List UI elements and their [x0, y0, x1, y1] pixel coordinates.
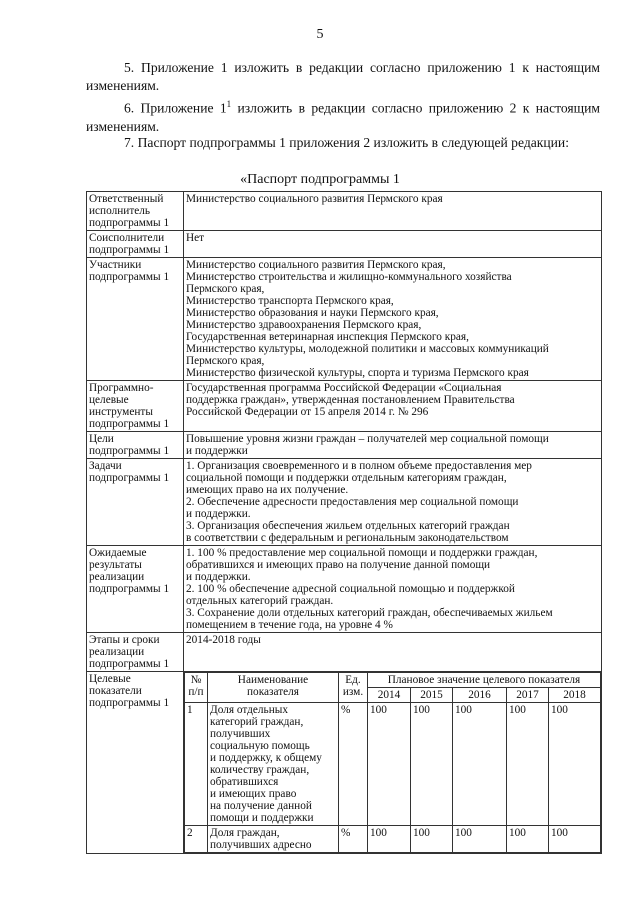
label-line: подпрограммы 1: [89, 445, 170, 457]
label-line: целевые: [89, 394, 129, 406]
value-line: 2014-2018 годы: [186, 634, 261, 646]
value-line: Министерство здравоохранения Пермского края,: [186, 319, 422, 331]
year-header: 2018: [549, 688, 601, 703]
row-instruments: [87, 381, 602, 432]
row-targets: [87, 672, 602, 854]
value-line: 2. Обеспечение адресности предоставления мер социальной помощи: [186, 496, 519, 508]
label-line: подпрограммы 1: [89, 418, 170, 430]
value-line: Государственная ветеринарная инспекция Пермского края,: [186, 331, 469, 343]
value-line: Министерство строительства и жилищно-коммунального хозяйства: [186, 271, 512, 283]
row-stages: [87, 633, 602, 672]
col-plan-header: Плановое значение целевого показателя: [368, 673, 601, 688]
header-line: №: [190, 674, 202, 686]
paragraph-item-6: [86, 95, 600, 136]
value-line: и поддержки: [186, 445, 248, 457]
value-line: Министерство социального развития Пермского края,: [186, 259, 446, 271]
indicator-name-line: категорий граждан,: [210, 716, 304, 728]
value-line: помещением в течение года, на уровне 4 %: [186, 619, 393, 631]
label-line: подпрограммы 1: [89, 217, 170, 229]
header-line: Ед.: [345, 674, 361, 686]
value-line: обратившихся и имеющих право на получение данной помощи: [186, 559, 491, 571]
indicator-name-line: социальную помощь: [210, 740, 310, 752]
page-number: 5: [316, 27, 324, 42]
row-label: [87, 192, 184, 231]
row-value: [184, 459, 602, 546]
indicator-value: 100: [368, 703, 411, 826]
value-line: Нет: [186, 232, 205, 244]
year-header: 2016: [453, 688, 507, 703]
indicator-name-line: обратившихся: [210, 776, 279, 788]
row-label: [87, 633, 184, 672]
row-value: [184, 192, 602, 231]
value-line: 1. Организация своевременного и в полном объеме предоставления мер: [186, 460, 532, 472]
label-line: Участники: [89, 259, 142, 271]
label-line: Ожидаемые: [89, 547, 147, 559]
superscript-index: 1: [226, 99, 232, 109]
row-label: [87, 231, 184, 258]
row-label: [87, 459, 184, 546]
passport-title: «Паспорт подпрограммы 1: [240, 172, 400, 187]
row-coexecutors: [87, 231, 602, 258]
value-line: 3. Сохранение доли отдельных категорий граждан, обеспечиваемых жильем: [186, 607, 553, 619]
indicator-name-line: Доля отдельных: [210, 704, 288, 716]
indicator-name-line: и имеющих право: [210, 788, 297, 800]
paragraph-item-6-start: 6. Приложение 1: [124, 100, 227, 116]
label-line: Ответственный: [89, 193, 164, 205]
year-header: 2015: [411, 688, 453, 703]
label-line: Этапы и сроки: [89, 634, 160, 646]
row-label: [87, 432, 184, 459]
value-line: Пермского края,: [186, 283, 265, 295]
passport-table: [86, 191, 602, 854]
year-header: 2014: [368, 688, 411, 703]
row-value: [184, 432, 602, 459]
paragraph-item-5: 5. Приложение 1 изложить в редакции согласно приложению 1 к настоящим изменениям.: [86, 60, 600, 93]
value-line: 1. 100 % предоставление мер социальной помощи и поддержки граждан,: [186, 547, 538, 559]
indicator-value: 100: [453, 703, 507, 826]
row-value: [184, 672, 602, 854]
label-line: подпрограммы 1: [89, 583, 170, 595]
indicator-value: 100: [453, 826, 507, 853]
value-line: имеющих право на их получение.: [186, 484, 349, 496]
indicator-value: 100: [549, 826, 601, 853]
row-value: [184, 258, 602, 381]
value-line: социальной помощи и поддержки отдельным категориям граждан,: [186, 472, 507, 484]
col-unit-header: [339, 673, 368, 703]
value-line: Министерство культуры, молодежной политики и массовых коммуникаций: [186, 343, 549, 355]
label-line: подпрограммы 1: [89, 472, 170, 484]
indicator-name-line: получивших адресно: [210, 839, 312, 851]
col-number-header: [185, 673, 208, 703]
indicator-value: 100: [507, 703, 549, 826]
paragraph-item-6-end: изложить в редакции согласно приложению 2 к настоящим изменениям.: [86, 100, 600, 134]
label-line: Задачи: [89, 460, 122, 472]
indicator-name-line: количеству граждан,: [210, 764, 310, 776]
indicator-name-line: и поддержку, к общему: [210, 752, 322, 764]
row-label: [87, 672, 184, 854]
row-responsible: [87, 192, 602, 231]
value-line: Пермского края,: [186, 355, 265, 367]
label-line: исполнитель: [89, 205, 151, 217]
paragraph-item-7: 7. Паспорт подпрограммы 1 приложения 2 изложить в следующей редакции:: [124, 135, 569, 150]
value-line: Министерство физической культуры, спорта и туризма Пермского края: [186, 367, 529, 379]
row-value: [184, 633, 602, 672]
table-row: [185, 703, 601, 826]
targets-table: [184, 672, 601, 853]
indicator-name-line: получивших: [210, 728, 271, 740]
header-line: п/п: [188, 686, 204, 698]
indicator-value: 100: [507, 826, 549, 853]
value-line: и поддержки.: [186, 571, 251, 583]
label-line: инструменты: [89, 406, 153, 418]
targets-header-row: [185, 673, 601, 688]
label-line: Цели: [89, 433, 114, 445]
label-line: реализации: [89, 571, 145, 583]
label-line: подпрограммы 1: [89, 244, 170, 256]
indicator-unit: %: [339, 703, 368, 826]
value-line: Министерство образования и науки Пермского края,: [186, 307, 439, 319]
value-line: Министерство транспорта Пермского края,: [186, 295, 394, 307]
indicator-name-line: на получение данной: [210, 800, 312, 812]
table-row: [185, 826, 601, 853]
label-line: реализации: [89, 646, 145, 658]
label-line: подпрограммы 1: [89, 658, 170, 670]
value-line: поддержка граждан», утвержденная постановлением Правительства: [186, 394, 515, 406]
label-line: подпрограммы 1: [89, 271, 170, 283]
row-results: [87, 546, 602, 633]
indicator-name-line: помощи и поддержки: [210, 812, 314, 824]
label-line: Целевые: [89, 673, 131, 685]
value-line: Российской Федерации от 15 апреля 2014 г. № 296: [186, 406, 429, 418]
row-label: [87, 546, 184, 633]
value-line: 3. Организация обеспечения жильем отдельных категорий граждан: [186, 520, 510, 532]
value-line: Государственная программа Российской Федерации «Социальная: [186, 382, 502, 394]
value-line: Министерство социального развития Пермского края: [186, 193, 443, 205]
indicator-value: 100: [411, 826, 453, 853]
row-participants: [87, 258, 602, 381]
indicator-name-line: Доля граждан,: [210, 827, 280, 839]
value-line: и поддержки.: [186, 508, 251, 520]
header-line: показателя: [247, 686, 299, 698]
indicator-value: 100: [368, 826, 411, 853]
col-name-header: [208, 673, 339, 703]
label-line: Соисполнители: [89, 232, 165, 244]
row-goals: [87, 432, 602, 459]
indicator-unit: %: [339, 826, 368, 853]
indicator-name: [208, 826, 339, 853]
indicator-name: [208, 703, 339, 826]
row-value: [184, 231, 602, 258]
value-line: 2. 100 % обеспечение адресной социальной помощью и поддержкой: [186, 583, 515, 595]
row-label: [87, 381, 184, 432]
value-line: в соответствии с федеральным и региональным законодательством: [186, 532, 509, 544]
row-value: [184, 381, 602, 432]
header-line: изм.: [342, 686, 364, 698]
value-line: отдельных категорий граждан.: [186, 595, 334, 607]
label-line: результаты: [89, 559, 142, 571]
indicator-number: 1: [185, 703, 208, 826]
label-line: показатели: [89, 685, 142, 697]
header-line: Наименование: [237, 674, 309, 686]
indicator-value: 100: [411, 703, 453, 826]
row-value: [184, 546, 602, 633]
label-line: Программно-: [89, 382, 154, 394]
year-header: 2017: [507, 688, 549, 703]
indicator-number: 2: [185, 826, 208, 853]
row-label: [87, 258, 184, 381]
label-line: подпрограммы 1: [89, 697, 170, 709]
row-tasks: [87, 459, 602, 546]
value-line: Повышение уровня жизни граждан – получателей мер социальной помощи: [186, 433, 549, 445]
indicator-value: 100: [549, 703, 601, 826]
